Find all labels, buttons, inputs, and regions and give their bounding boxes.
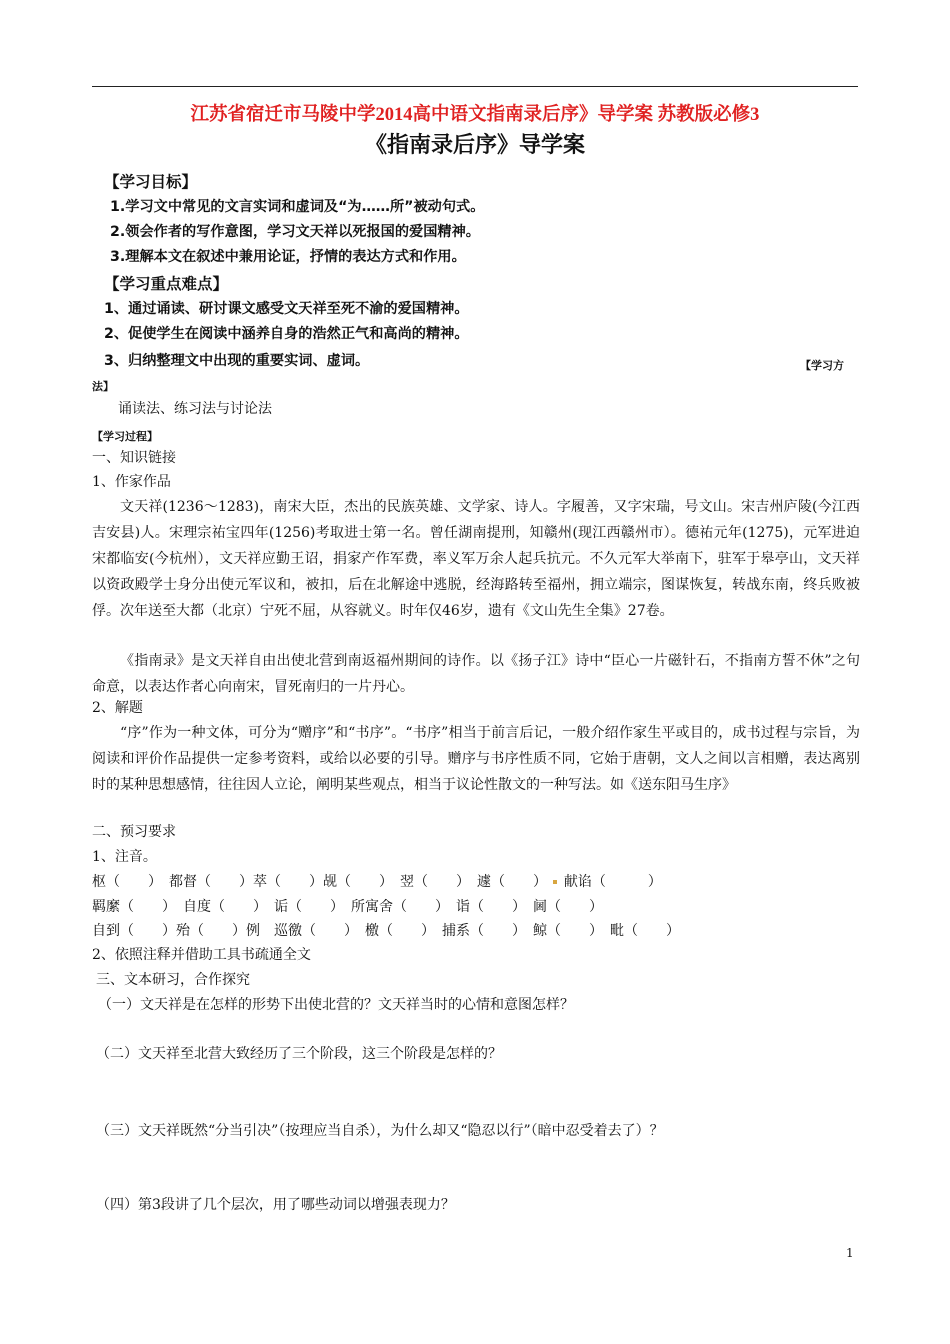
question-2: （二）文天祥至北营大致经历了三个阶段，这三个阶段是怎样的？ xyxy=(96,1046,502,1062)
method-content: 诵读法、练习法与讨论法 xyxy=(118,401,272,417)
book-paragraph: 《指南录》是文天祥自由出使北营到南返福州期间的诗作。以《扬子江》诗中“臣心一片磁针石，不指南方誓不休”之句命意，以表达作者心向南宋，冒死南归的一片丹心。 xyxy=(92,653,860,695)
method-heading-part2: 法】 xyxy=(92,380,114,393)
title-paragraph: “序”作为一种文体，可分为“赠序”和“书序”。“书序”相当于前言后记，一般介绍作家生平或目的，成书过程与宗旨，为阅读和评价作品提供一定参考资料，或给以必要的引导。赠序与书序性质不同，它始于唐朝，文人之间以言相赠，表达离别时的某种思想感情，往往因人立论，阐明某些观点，相当于议论性散文的一种写法。如《送东阳马生序》 xyxy=(92,725,860,793)
goal-item-3: 3.理解本文在叙述中兼用论证，抒情的表达方式和作用。 xyxy=(110,249,466,265)
question-3: （三）文天祥既然“分当引决”（按理应当自杀），为什么却又“隐忍以行”（暗中忍受着去了）？ xyxy=(96,1123,664,1139)
section-3-title: 三、文本研习，合作探究 xyxy=(96,972,250,988)
section-2-1-title: 1、注音。 xyxy=(92,849,157,865)
pinyin-row-1-tail: 献谄（ ） xyxy=(563,874,662,890)
pinyin-row-3: 自到（ ）殆（ ）例 巡徼（ ） 檄（ ） 捕系（ ） 鲸（ ） 毗（ ） xyxy=(92,923,680,939)
section-1-1-title: 1、作家作品 xyxy=(92,474,171,490)
pinyin-row-2: 羁縻（ ） 自度（ ） 诟（ ） 所寓舍（ ） 诣（ ） 阃（ ） xyxy=(92,899,603,915)
page-number: 1 xyxy=(846,1246,854,1260)
mark-dot xyxy=(553,880,557,884)
author-paragraph: 文天祥(1236～1283)，南宋大臣，杰出的民族英雄、文学家、诗人。字履善，又字宋瑞，号文山。宋吉州庐陵(今江西吉安县)人。宋理宗祐宝四年(1256)考取进士第一名。曾任湖南提刑，知赣州(现江西赣州市）。德祐元年(1275)，元军进迫宋都临安(今杭州），文天祥应勤王诏，捐家产作军费，率义军万余人起兵抗元。不久元军大举南下，驻军于皋亭山，文天祥以资政殿学士身分出使元军议和，被扣，后在北解途中逃脱，经海路转至福州，拥立端宗，图谋恢复，转战东南，终兵败被俘。次年送至大都（北京）宁死不屈，从容就义。时年仅46岁，遗有《文山先生全集》27卷。 xyxy=(92,499,860,619)
key-point-3: 3、归纳整理文中出现的重要实词、虚词。 xyxy=(104,353,370,369)
section-1-title: 一、知识链接 xyxy=(92,450,176,466)
method-heading-part1: 【学习方 xyxy=(800,359,844,372)
question-4: （四）第3段讲了几个层次，用了哪些动词以增强表现力？ xyxy=(96,1197,455,1213)
key-points-heading: 【学习重点难点】 xyxy=(104,275,229,293)
pinyin-row-1 xyxy=(92,870,662,896)
section-1-2-title: 2、解题 xyxy=(92,700,143,716)
question-1: （一）文天祥是在怎样的形势下出使北营的？文天祥当时的心情和意图怎样？ xyxy=(98,997,574,1013)
document-source-title: 江苏省宿迁市马陵中学2014高中语文指南录后序》导学案 苏教版必修3 xyxy=(190,105,760,125)
key-point-2: 2、促使学生在阅读中涵养自身的浩然正气和高尚的精神。 xyxy=(104,326,469,342)
section-2-title: 二、预习要求 xyxy=(92,824,176,840)
section-2-2-title: 2、依照注释并借助工具书疏通全文 xyxy=(92,947,311,963)
pinyin-row-1-text: 枢（ ） 都督（ ）萃（ ）觇（ ） 翌（ ） 遽（ ） xyxy=(92,874,547,890)
goal-item-2: 2.领会作者的写作意图，学习文天祥以死报国的爱国精神。 xyxy=(110,224,480,240)
process-heading: 【学习过程】 xyxy=(92,430,158,443)
document-title: 《指南录后序》导学案 xyxy=(364,132,585,158)
goal-item-1: 1.学习文中常见的文言实词和虚词及“为……所”被动句式。 xyxy=(110,199,485,215)
key-point-1: 1、通过诵读、研讨课文感受文天祥至死不渝的爱国精神。 xyxy=(104,301,469,317)
header-rule xyxy=(92,86,858,87)
goals-heading: 【学习目标】 xyxy=(104,173,198,191)
